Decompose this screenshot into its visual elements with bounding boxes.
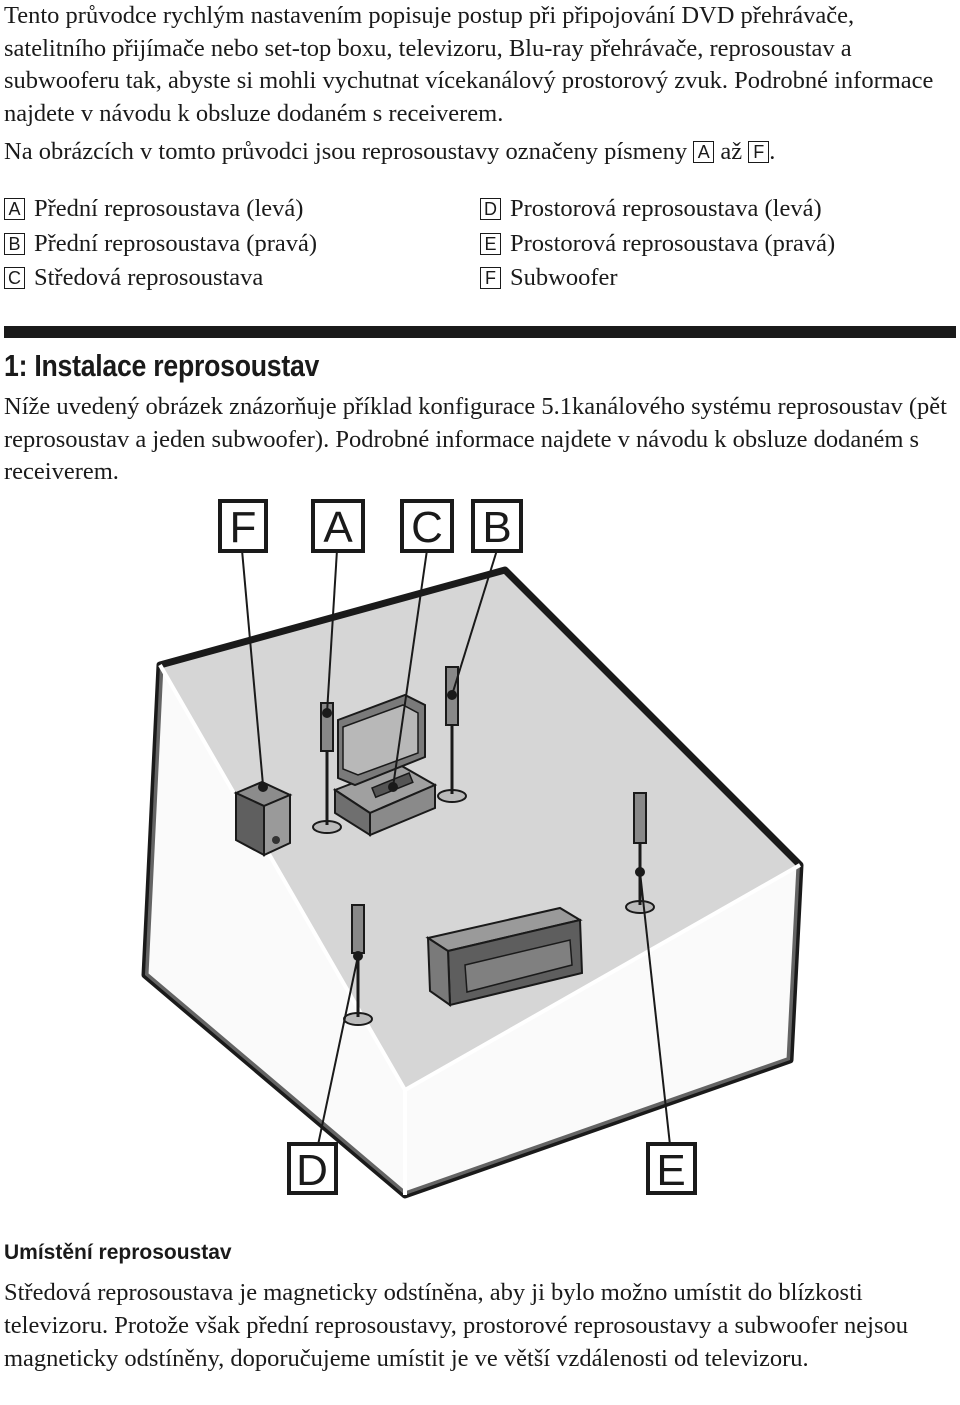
legend-letter: F [480, 267, 501, 289]
legend-item [4, 192, 317, 227]
legend-text: Přední reprosoustava (pravá) [34, 229, 318, 257]
intro-letters-note [4, 136, 956, 169]
letters-note-end: . [769, 138, 776, 165]
placement-heading: Umístění reprosoustav [4, 1241, 232, 1264]
legend-letter: A [4, 198, 25, 220]
legend-letter: D [480, 198, 501, 220]
speaker-legend-left [4, 192, 317, 296]
letters-note-middle: až [720, 138, 743, 165]
intro-paragraph: Tento průvodce rychlým nastavením popisuje postup při připojování DVD přehrávače, satelitního přijímače nebo set-top boxu, televizoru, Blu-ray přehrávače, reprosoustav a subwooferu tak, abyste si mohli vychutnat vícekanálový prostorový zvuk. Podrobné informace najdete v návodu k obsluze dodaném s receiverem. [4, 2, 934, 127]
legend-item [4, 227, 317, 262]
letter-box-f: F [748, 141, 769, 163]
legend-letter: E [480, 233, 501, 255]
label-f [220, 501, 266, 552]
letter-box-a: A [693, 141, 714, 163]
section-divider [4, 326, 956, 338]
placement-paragraph: Středová reprosoustava je magneticky odstíněna, aby ji bylo možno umístit do blízkosti televizoru. Protože však přední reprosoustavy, prostorové reprosoustavy a subwoofer nejsou magneticky odstíněny, doporučujeme umístit je ve větší vzdálenosti od televizoru. [4, 1279, 908, 1372]
svg-text:A: A [323, 503, 353, 552]
legend-item [480, 261, 835, 296]
label-b [473, 501, 521, 552]
legend-item [480, 192, 835, 227]
subwoofer-icon [236, 782, 290, 855]
svg-text:D: D [296, 1146, 328, 1195]
label-e [648, 1144, 695, 1195]
legend-item [4, 261, 317, 296]
legend-text: Přední reprosoustava (levá) [34, 195, 304, 222]
svg-text:F: F [229, 503, 257, 552]
legend-text: Středová reprosoustava [34, 264, 264, 291]
intro-text [4, 0, 956, 169]
section-heading: 1: Instalace reprosoustav [4, 348, 320, 383]
label-c [402, 501, 452, 552]
svg-text:C: C [411, 503, 443, 552]
legend-letter: B [4, 233, 25, 255]
legend-item [480, 227, 835, 262]
speaker-legend-right [480, 192, 835, 296]
legend-text: Prostorová reprosoustava (levá) [510, 195, 822, 222]
svg-text:B: B [482, 503, 512, 552]
letters-note-text: Na obrázcích v tomto průvodci jsou reprosoustavy označeny písmeny [4, 138, 688, 165]
label-d [289, 1144, 336, 1195]
section-paragraph: Níže uvedený obrázek znázorňuje příklad konfigurace 5.1kanálového systému reprosoustav (pět reprosoustav a jeden subwoofer). Podrobné informace najdete v návodu k obsluze dodaném s receiverem. [4, 393, 947, 485]
svg-text:E: E [656, 1146, 686, 1195]
room-speaker-diagram [0, 495, 960, 1205]
legend-text: Subwoofer [510, 264, 618, 291]
legend-text: Prostorová reprosoustava (pravá) [510, 229, 836, 257]
label-a [313, 501, 363, 552]
legend-letter: C [4, 267, 25, 289]
